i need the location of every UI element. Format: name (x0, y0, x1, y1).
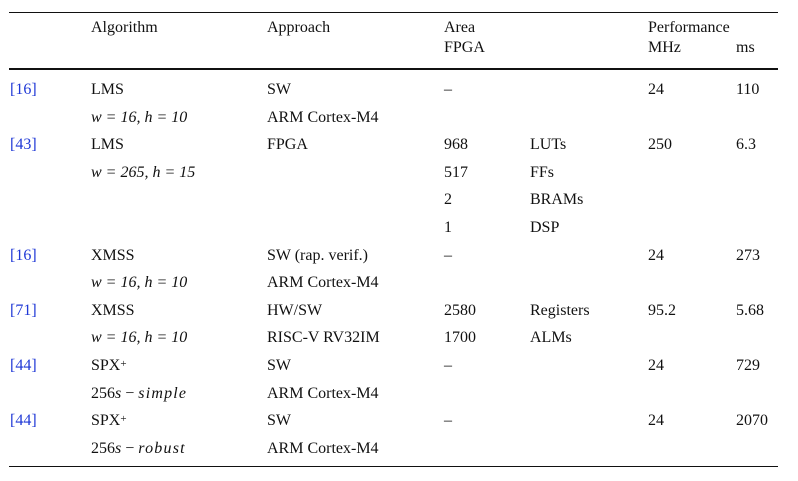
ms-value: 5.68 (736, 302, 764, 319)
approach-type: SW (267, 357, 291, 374)
algorithm-name: XMSS (91, 302, 135, 319)
algorithm-name: XMSS (91, 247, 135, 264)
area-value: – (444, 81, 452, 98)
reference-link[interactable]: [16] (10, 81, 37, 98)
param-variant: robust (138, 440, 186, 457)
algorithm-name: LMS (91, 81, 124, 98)
reference-link[interactable]: [71] (10, 302, 37, 319)
approach-type: SW (rap. verif.) (267, 247, 368, 264)
ms-value: 729 (736, 357, 760, 374)
area-unit: FFs (530, 164, 555, 181)
algorithm-name-sup: + (120, 413, 127, 425)
header-approach: Approach (267, 19, 331, 36)
approach-platform: ARM Cortex-M4 (267, 109, 379, 126)
algorithm-params: w = 265, h = 15 (91, 164, 196, 181)
header-area: Area (444, 19, 476, 36)
area-unit: BRAMs (530, 191, 584, 208)
mhz-value: 250 (648, 136, 672, 153)
approach-platform: ARM Cortex-M4 (267, 274, 379, 291)
area-value: 1 (444, 219, 452, 236)
table-top-rule (9, 12, 778, 13)
approach-type: SW (267, 81, 291, 98)
approach-platform: RISC-V RV32IM (267, 329, 380, 346)
mhz-value: 24 (648, 357, 664, 374)
param-s: s (115, 385, 122, 402)
approach-type: FPGA (267, 136, 308, 153)
mhz-value: 24 (648, 412, 664, 429)
approach-platform: ARM Cortex-M4 (267, 385, 379, 402)
algorithm-params (91, 439, 186, 459)
area-value: 968 (444, 136, 468, 153)
param-number: 256 (91, 440, 115, 457)
header-fpga: FPGA (444, 39, 485, 56)
algorithm-name-sup: + (120, 358, 127, 370)
algorithm-params: w = 16, h = 10 (91, 274, 188, 291)
algorithm-params: w = 16, h = 10 (91, 109, 188, 126)
area-value: 517 (444, 164, 468, 181)
header-performance: Performance (648, 19, 730, 36)
ms-value: 6.3 (736, 136, 756, 153)
algorithm-name-text: SPX (91, 412, 121, 429)
header-mhz: MHz (648, 39, 681, 56)
area-value: – (444, 412, 452, 429)
param-variant: simple (138, 385, 188, 402)
ms-value: 110 (736, 81, 760, 98)
area-value: – (444, 247, 452, 264)
approach-type: SW (267, 412, 291, 429)
table-header-rule (9, 68, 778, 70)
area-unit: DSP (530, 219, 560, 236)
algorithm-name (91, 411, 127, 431)
reference-link[interactable]: [16] (10, 247, 37, 264)
area-value: 2580 (444, 302, 476, 319)
table-bottom-rule (9, 466, 778, 467)
reference-link[interactable]: [44] (10, 412, 37, 429)
algorithm-name-text: SPX (91, 357, 121, 374)
algorithm-name (91, 356, 127, 376)
area-unit: ALMs (530, 329, 572, 346)
approach-type: HW/SW (267, 302, 323, 319)
header-ms: ms (736, 39, 755, 56)
ms-value: 2070 (736, 412, 768, 429)
reference-link[interactable]: [43] (10, 136, 37, 153)
area-unit: LUTs (530, 136, 567, 153)
area-value: – (444, 357, 452, 374)
header-algorithm: Algorithm (91, 19, 158, 36)
mhz-value: 95.2 (648, 302, 676, 319)
algorithm-name: LMS (91, 136, 124, 153)
param-number: 256 (91, 385, 115, 402)
reference-link[interactable]: [44] (10, 357, 37, 374)
param-s: s (115, 440, 122, 457)
param-operator: − (121, 440, 139, 457)
algorithm-params: w = 16, h = 10 (91, 329, 188, 346)
approach-platform: ARM Cortex-M4 (267, 440, 379, 457)
area-unit: Registers (530, 302, 590, 319)
area-value: 2 (444, 191, 452, 208)
mhz-value: 24 (648, 247, 664, 264)
area-value: 1700 (444, 329, 476, 346)
algorithm-params (91, 384, 187, 404)
ms-value: 273 (736, 247, 760, 264)
param-operator: − (121, 385, 139, 402)
mhz-value: 24 (648, 81, 664, 98)
